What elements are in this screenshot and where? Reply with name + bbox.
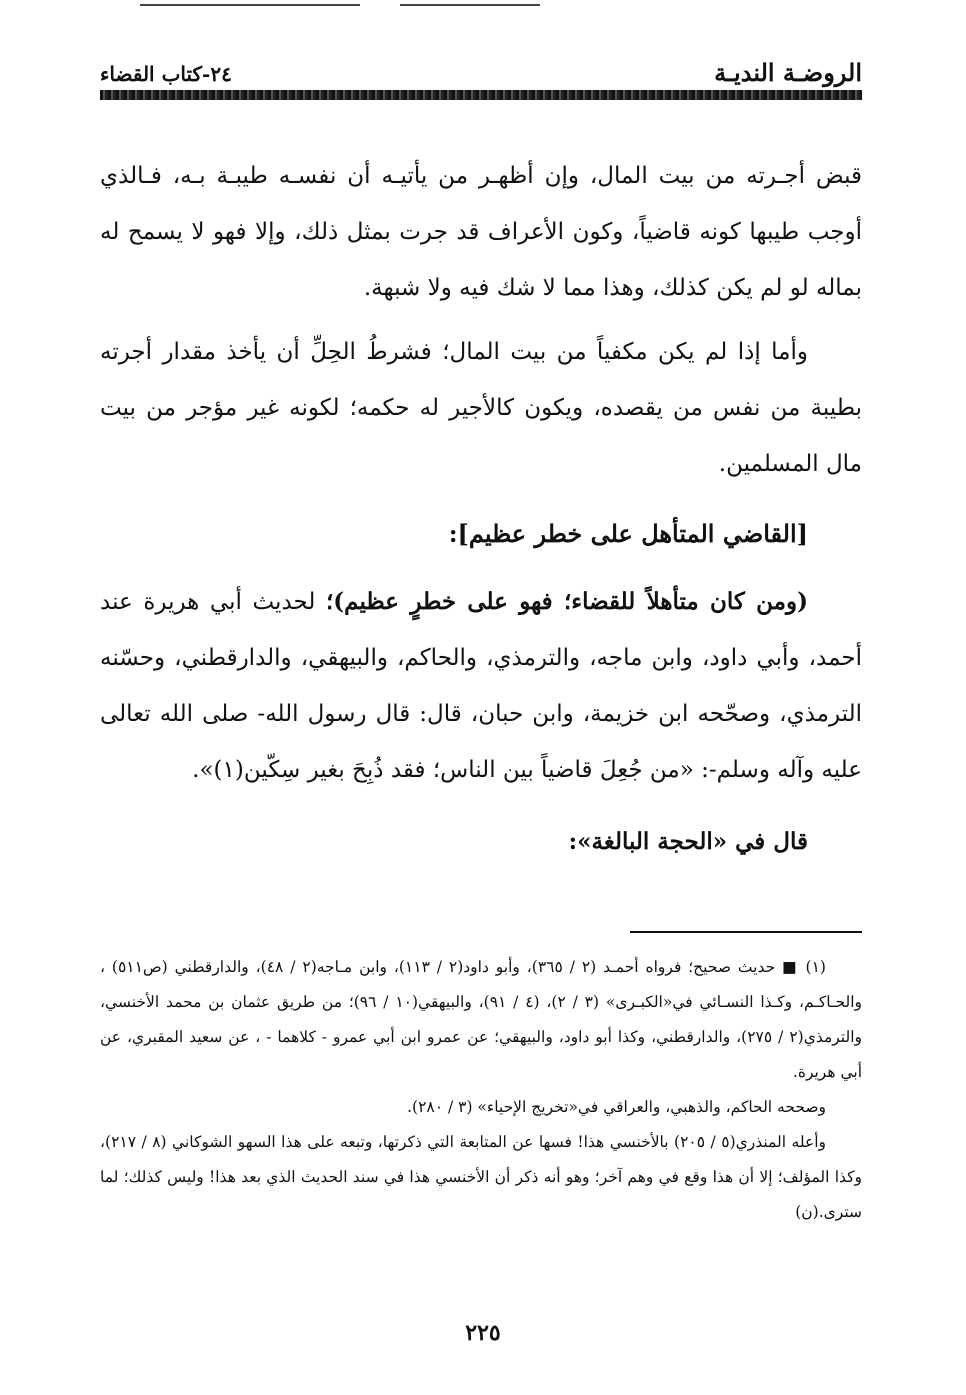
footnote-divider [630, 931, 862, 933]
header-divider [100, 90, 862, 100]
paragraph-2: وأما إذا لم يكن مكفياً من بيت المال؛ فشرطُ الحِلِّ أن يأخذ مقدار أجرته بطيبة من نفس من يقصده، ويكون كالأجير له حكمه؛ لكونه غير مؤجر من بيت مال المسلمين. [100, 339, 862, 477]
page-number: ٢٢٥ [465, 1320, 501, 1346]
paragraph-3-bold: (ومن كان متأهلاً للقضاء؛ فهو على خطرٍ عظيم)؛ [325, 588, 808, 615]
section-heading: [القاضي المتأهل على خطر عظيم]: [448, 519, 808, 548]
top-rule-left [140, 4, 360, 6]
paragraph-4: قال في «الحجة البالغة»: [568, 828, 808, 855]
paragraph-1: قبض أجـرته من بيت المال، وإن أظهـر من يأتيـه أن نفسـه طيبـة بـه، فـالذي أوجب طيبها كونه قاضياً، وكون الأعراف قد جرت بمثل ذلك، وإلا فهو لا يسمح له بماله لو لم يكن كذلك، وهذا مما لا شك فيه ولا شبهة. [100, 163, 863, 301]
running-header [100, 58, 862, 86]
chapter-title: ٢٤-كتاب القضاء [100, 62, 232, 86]
footnote-1: (١) ■ حديث صحيح؛ فرواه أحمـد (٢ / ٣٦٥)، وأبو داود(٢ / ١١٣)، وابن مـاجه(٢ / ٤٨)، والدارقطني (ص٥١١) ، والحـاكـم، وكـذا النسـائي في«الكبـرى» (٣ / ٢)، (٤ / ٩١)، والبيهقي(١٠ / ٩٦)؛ من طريق عثمان بن محمد الأخنسي، والترمذي(٢ / ٢٧٥)، والدارقطني، وكذا أبو داود، والبيهقي؛ عن عمرو ابن أبي عمرو - كلاهما - ، عن سعيد المقبري، عن أبي هريرة. [100, 958, 863, 1081]
top-rule-right [400, 4, 540, 6]
footnote-1-note: وأعله المنذري(٥ / ٢٠٥) بالأخنسي هذا! فسها عن المتابعة التي ذكرتها، وتبعه على هذا السهو الشوكاني (٨ / ٢١٧)، وكذا المؤلف؛ إلا أن هذا وقع في وهم آخر؛ وهو أنه ذكر أن الأخنسي هذا في سند الحديث الذي بعد هذا! وليس كذلك؛ لما سترى.(ن) [100, 1133, 862, 1221]
footnote-1-continued: وصححه الحاكم، والذهبي، والعراقي في«تخريج الإحياء» (٣ / ٢٨٠). [407, 1098, 826, 1116]
paragraph-3 [100, 574, 862, 798]
book-title: الروضـة النديـة [714, 58, 862, 87]
paragraph-3-rest: لحديث أبي هريرة عند أحمد، وأبي داود، وابن ماجه، والترمذي، والحاكم، والبيهقي، والدارقطني، وحسّنه الترمذي، وصحّحه ابن خزيمة، وابن حبان، قال: قال رسول الله- صلى الله تعالى عليه وآله وسلم-: «من جُعِلَ قاضياً بين الناس؛ فقد ذُبِحَ بغير سِكّين(١)». [100, 589, 862, 783]
main-text [100, 148, 862, 870]
footnotes [100, 950, 862, 1230]
